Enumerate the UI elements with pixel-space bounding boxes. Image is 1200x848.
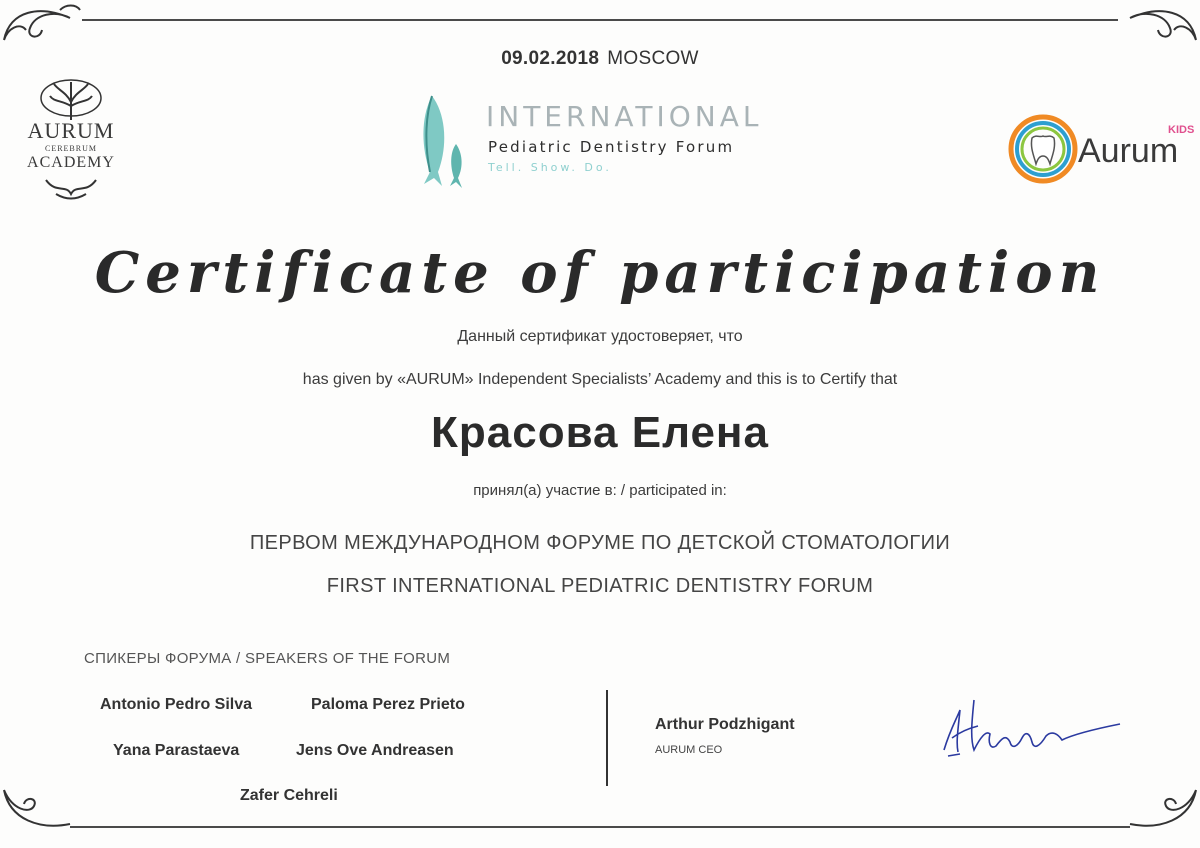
event-date: 09.02.2018 [501,48,600,69]
speaker-name: Zafer Cehreli [240,787,338,804]
whale-icon [408,94,472,190]
intro-russian: Данный сертификат удостоверяет, что [457,328,743,345]
forum-logo-line2: Pediatric Dentistry Forum [488,138,735,156]
kids-logo-word: Aurum [1078,132,1179,170]
forum-logo-line3: Tell. Show. Do. [488,161,612,174]
aurum-academy-logo [16,78,126,202]
event-name-russian: ПЕРВОМ МЕЖДУНАРОДНОМ ФОРУМЕ ПО ДЕТСКОЙ СТОМАТОЛОГИИ [249,532,951,554]
event-name-english: FIRST INTERNATIONAL PEDIATRIC DENTISTRY FORUM [326,575,874,597]
speakers-heading: СПИКЕРЫ ФОРУМА / SPEAKERS OF THE FORUM [84,650,451,667]
participated-label: принял(а) участие в: / participated in: [473,482,727,499]
tree-icon [36,78,106,122]
aurum-kids-logo [1008,110,1200,190]
tooth-icon [1008,114,1078,184]
signature-divider [606,690,608,786]
intro-english: has given by «AURUM» Independent Specialists’ Academy and this is to Certify that [302,371,898,388]
academy-logo-line1: AURUM [27,118,115,143]
academy-logo-line3: ACADEMY [27,154,115,171]
event-city: MOSCOW [607,48,699,69]
forum-logo [408,94,828,194]
signatory-name: Arthur Podzhigant [655,716,795,733]
speaker-name: Yana Parastaeva [113,742,240,759]
speaker-name: Antonio Pedro Silva [100,696,253,713]
certificate-title: Certificate of participation [94,240,1106,306]
bottom-border-line [70,826,1130,828]
corner-ornament-bottom-right [1120,780,1200,848]
speaker-name: Jens Ove Andreasen [296,742,454,759]
signatory-role: AURUM CEO [655,744,723,756]
roots-icon [36,174,106,200]
forum-logo-line1: INTERNATIONAL [486,100,763,133]
kids-tag: KIDS [1168,124,1195,136]
speaker-name: Paloma Perez Prieto [311,696,465,713]
academy-logo-line2: CEREBRUM [44,144,97,153]
recipient-name: Красова Елена [431,408,769,457]
top-border-line [82,19,1118,21]
corner-ornament-bottom-left [0,780,80,848]
date-location [0,48,1200,70]
handwritten-signature [930,680,1130,790]
